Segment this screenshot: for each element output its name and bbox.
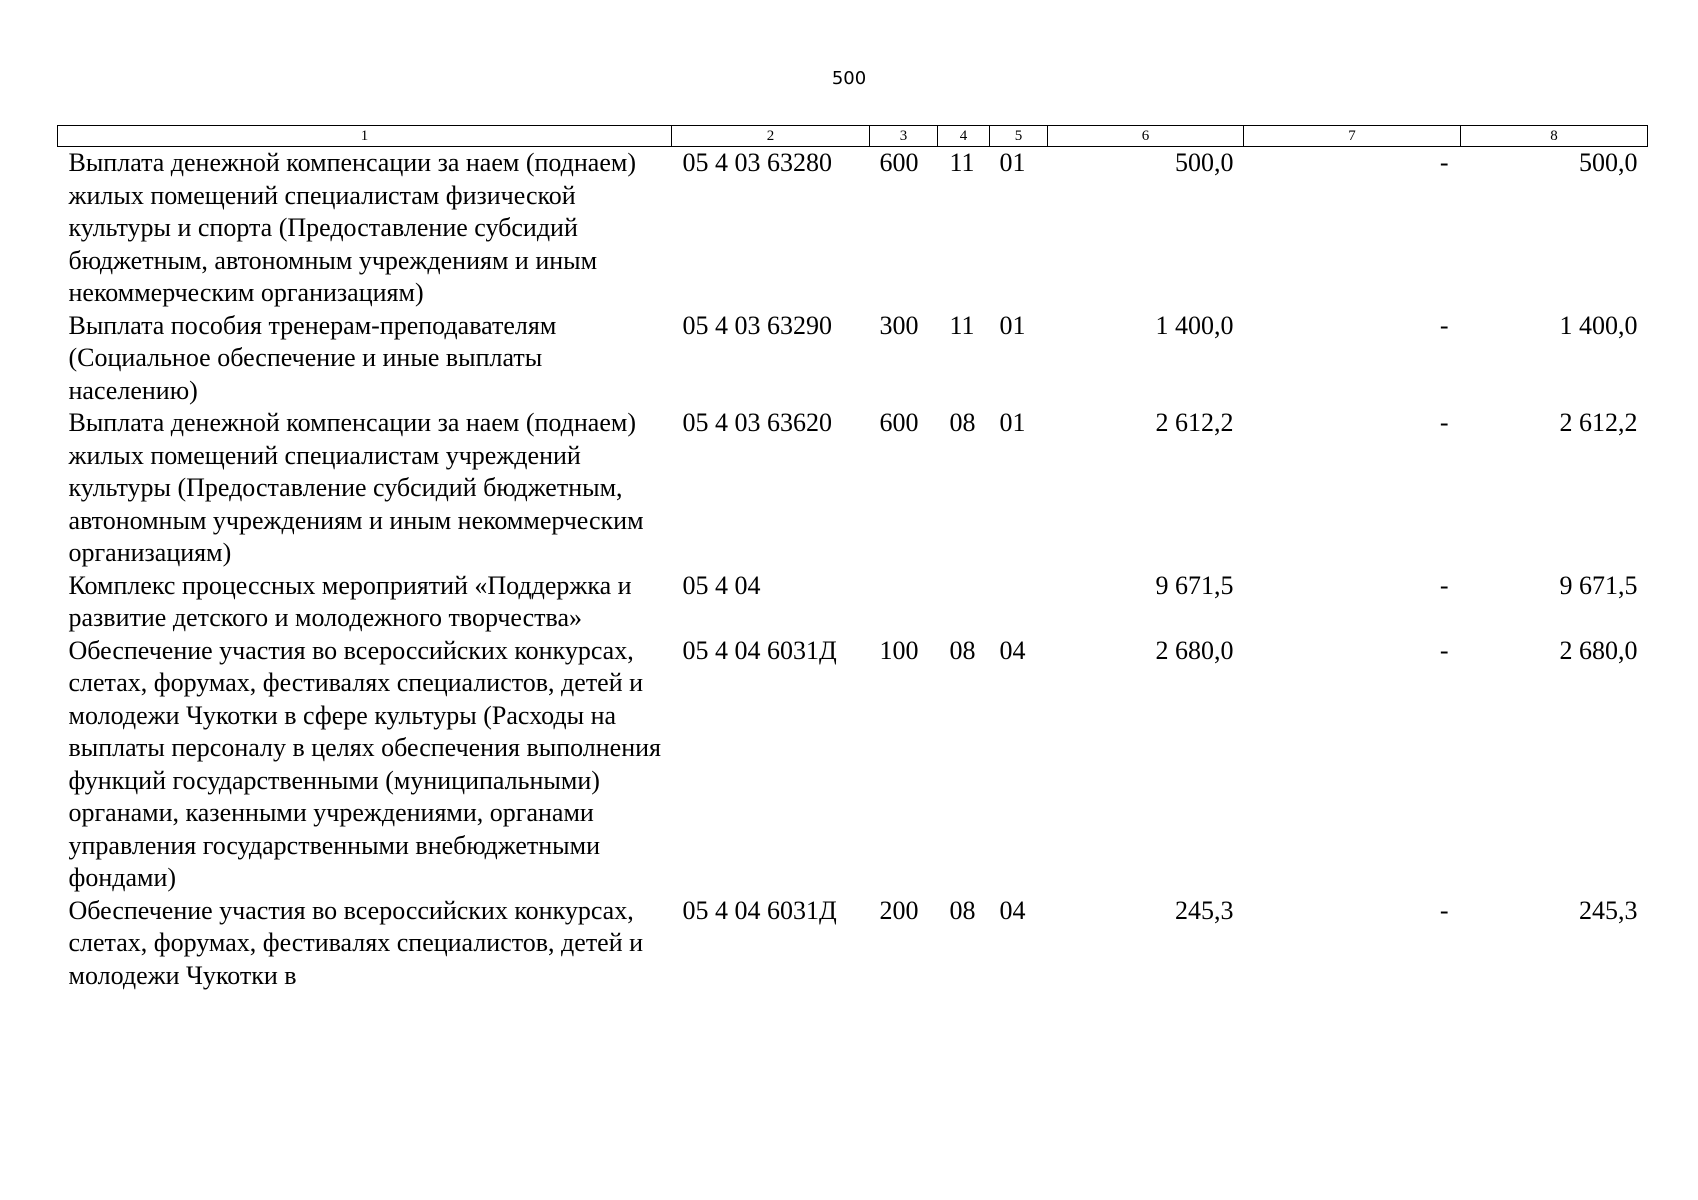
row-section: 08 (949, 635, 976, 665)
table-row (58, 407, 1648, 570)
row-subsection: 01 (999, 408, 1026, 437)
header-row (58, 126, 1648, 147)
row-name: Обеспечение участия во всероссийских конкурсах, слетах, форумах, фестивалях специалистов, детей и молодежи Чукотки в (68, 895, 644, 990)
row-target-article: 05 4 04 6031Д (682, 895, 837, 925)
row-amount-7: - (1439, 408, 1449, 437)
row-expense-type: 300 (879, 310, 919, 340)
row-amount-6: 9 671,5 (1155, 570, 1234, 600)
table-header (58, 126, 1648, 147)
row-target-article: 05 4 03 63620 (682, 408, 832, 437)
row-amount-6: 2 680,0 (1155, 635, 1234, 665)
row-expense-type: 100 (879, 635, 919, 665)
column-header-3: 3 (870, 126, 938, 147)
row-section: 11 (949, 148, 975, 177)
row-subsection: 04 (999, 635, 1026, 665)
page-number: 500 (831, 68, 867, 89)
row-amount-8: 245,3 (1579, 895, 1638, 925)
row-target-article: 05 4 04 6031Д (682, 635, 837, 665)
row-section: 08 (949, 408, 976, 437)
table-row (58, 635, 1648, 895)
column-header-6: 6 (1048, 126, 1244, 147)
row-section (938, 570, 990, 635)
row-name: Обеспечение участия во всероссийских конкурсах, слетах, форумах, фестивалях специалистов, детей и молодежи Чукотки в сфере культуры (Расходы на выплаты персоналу в целях обеспечения выполнения функций государственными (муниципальными) органами, казенными учреждениями, органами управления государственными внебюджетными фондами) (68, 635, 662, 892)
column-header-7: 7 (1244, 126, 1461, 147)
column-header-2: 2 (672, 126, 870, 147)
row-expense-type: 600 (879, 148, 919, 177)
row-target-article: 05 4 03 63280 (682, 148, 832, 177)
row-amount-7: - (1439, 148, 1449, 177)
row-amount-6: 245,3 (1175, 895, 1234, 925)
row-section: 08 (949, 895, 976, 925)
row-name: Выплата денежной компенсации за наем (поднаем) жилых помещений специалистам физической культуры и спорта (Предоставление субсидий бюджетным, автономным учреждениям и иным некоммерческим организациям) (68, 148, 636, 307)
row-amount-7: - (1439, 310, 1449, 340)
row-expense-type: 200 (879, 895, 919, 925)
table-row (58, 147, 1648, 310)
row-subsection: 01 (999, 310, 1026, 340)
row-amount-8: 2 612,2 (1559, 408, 1638, 437)
column-header-8: 8 (1461, 126, 1648, 147)
row-amount-8: 2 680,0 (1559, 635, 1638, 665)
row-amount-7: - (1439, 635, 1449, 665)
budget-table (57, 125, 1648, 992)
table-row (58, 895, 1648, 993)
row-amount-8: 9 671,5 (1559, 570, 1638, 600)
row-name: Выплата пособия тренерам-преподавателям (Социальное обеспечение и иные выплаты населению) (68, 310, 557, 405)
row-amount-7: - (1439, 570, 1449, 600)
column-header-1: 1 (58, 126, 672, 147)
row-section: 11 (949, 310, 975, 340)
row-subsection: 04 (999, 895, 1026, 925)
row-name: Комплекс процессных мероприятий «Поддержка и развитие детского и молодежного творчества» (68, 570, 632, 632)
table-body (58, 147, 1648, 993)
table-row (58, 310, 1648, 408)
row-target-article: 05 4 03 63290 (682, 310, 832, 340)
row-amount-8: 500,0 (1579, 148, 1638, 177)
row-expense-type (870, 570, 938, 635)
column-header-4: 4 (938, 126, 990, 147)
row-subsection: 01 (999, 148, 1026, 177)
budget-table-container (57, 125, 1647, 992)
row-target-article: 05 4 04 (682, 570, 761, 600)
row-expense-type: 600 (879, 408, 919, 437)
row-subsection (990, 570, 1048, 635)
row-amount-6: 500,0 (1175, 148, 1234, 177)
table-row (58, 570, 1648, 635)
row-amount-8: 1 400,0 (1559, 310, 1638, 340)
row-amount-6: 1 400,0 (1155, 310, 1234, 340)
row-amount-7: - (1439, 895, 1449, 925)
column-header-5: 5 (990, 126, 1048, 147)
row-name: Выплата денежной компенсации за наем (поднаем) жилых помещений специалистам учреждений культуры (Предоставление субсидий бюджетным, автономным учреждениям и иным некоммерческим организациям) (68, 408, 644, 567)
row-amount-6: 2 612,2 (1155, 408, 1234, 437)
